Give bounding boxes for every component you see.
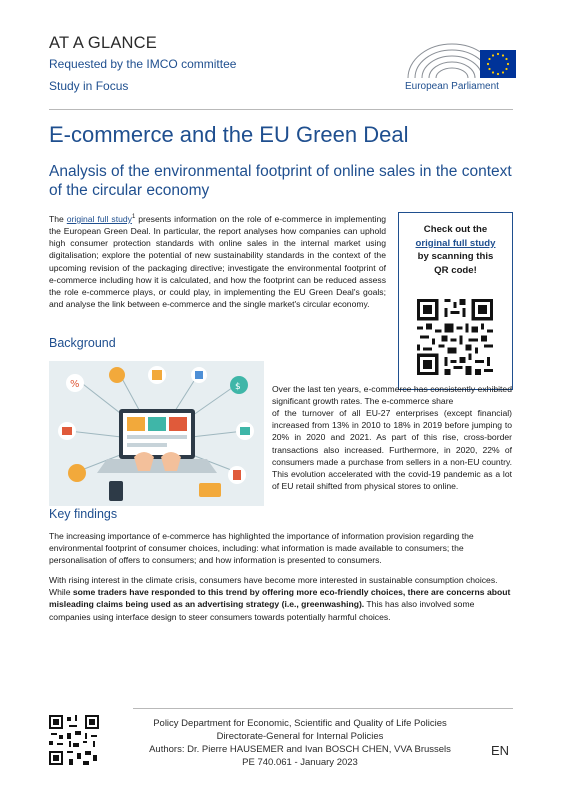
kicker: AT A GLANCE (49, 34, 157, 52)
qr-study-link[interactable]: original full study (415, 237, 496, 249)
qr-callout-box: Check out the original full study by scanning this QR code! (398, 212, 513, 390)
footer-credits: Policy Department for Economic, Scientific and Quality of Life Policies Directorate-General for Internal Policies Authors: Dr. Pierre HAUSEMER and Ivan BOSCH CHEN, VVA Brussels PE 740.061 - January 2023 (149, 718, 451, 768)
background-heading: Background (49, 336, 116, 350)
footnote-marker: 1 (131, 214, 136, 220)
series-label: Study in Focus (49, 79, 129, 93)
footer-qr-code-icon[interactable] (49, 715, 99, 770)
svg-text:%: % (70, 379, 80, 390)
background-full-text: of the turnover of all EU-27 enterprises (except financial) increased from 13% in 2010 to 18% in 2019 before jumping to 20% in 2020 and 2021. As part of this rise, cross-border transactions also increased. Furthermore, in 2020, 22% of consumers made a purchase from sellers in a non-EU country. This evolution accelerated with the covid-19 pandemic as a lot of EU retail shifted from physical stores to online. (272, 408, 512, 492)
requested-by: Requested by the IMCO committee (49, 57, 237, 71)
logo-text: European Parliament (405, 81, 499, 92)
ecommerce-illustration (49, 361, 264, 506)
original-study-link[interactable]: original full study (66, 213, 132, 224)
qr-code-icon[interactable] (417, 299, 493, 380)
background-side-text: Over the last ten years, e-commerce has consistently exhibited significant growth rates. The e-commerce share (272, 384, 512, 407)
footer-divider (133, 708, 513, 709)
page-title: E-commerce and the EU Green Deal (49, 122, 409, 147)
header-divider (49, 109, 513, 110)
page-subtitle: Analysis of the environmental footprint of online sales in the context of the circular economy (49, 163, 512, 199)
key-findings-heading: Key findings (49, 507, 118, 521)
intro-paragraph: The original full study$^1$ presents information on the role of e-commerce in implementing the European Green Deal. In particular, the report analyses how companies can uphold high consumer protection standards with online sales in the internal market using digitalisation; explore the potential of new sustainability standards in the context of the upcoming revision of the packaging directive; investigate the environmental footprint of e-commerce including how it is calculated, and how the footprint can be reduced assess the role e-commerce plays, or could play, in implementing the EU Green Deal's goals; and analyse the link between e-commerce and the single market's circular economy. (49, 213, 387, 310)
key-findings-para-2: With rising interest in the climate crisis, consumers have become more interested in sustainable consumption choices. While some traders have responded to this trend by offering more eco-friendly choices, there are concerns about misleading claims being used as an advertising strategy (i.e., greenwashing). This has also involved some companies using interface design to steer consumers towards potentially harmful choices. (49, 575, 511, 622)
svg-text:$: $ (235, 382, 241, 392)
key-findings-para-1: The increasing importance of e-commerce has highlighted the importance of information provision regarding the environmental footprint of consumer choices, including: what information is made available to consumers; the personalisation of offers to consumers; and how information is presented to consumers. (49, 531, 474, 566)
language-code: EN (491, 743, 510, 758)
